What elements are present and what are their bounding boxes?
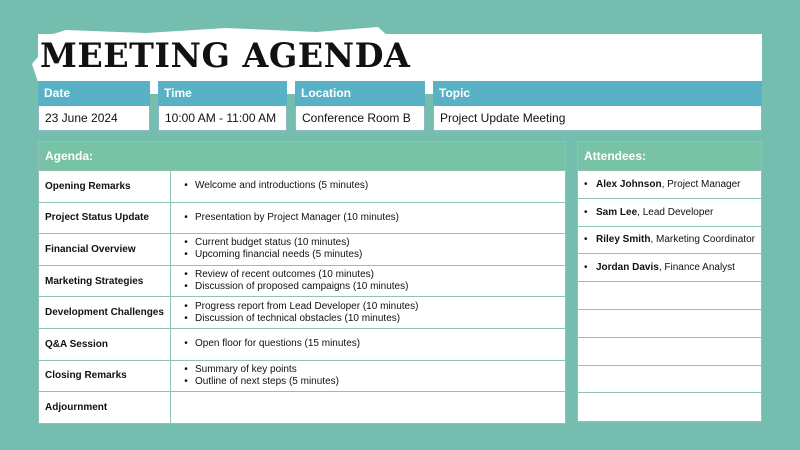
time-value: 10:00 AM - 11:00 AM [158,106,287,131]
agenda-item [177,212,565,224]
agenda-row [39,360,565,392]
bullet-icon: • [584,178,588,190]
agenda-row [39,202,565,234]
agenda-row-label: Closing Remarks [39,361,171,392]
attendee-role: , Finance Analyst [658,262,735,274]
location-cell [295,81,425,131]
agenda-row-items [171,297,565,328]
agenda-row [39,296,565,328]
agenda-row-label: Opening Remarks [39,171,171,202]
agenda-row-items [171,329,565,360]
agenda-row-items [171,266,565,297]
date-cell [38,81,150,131]
agenda-item-text: Upcoming financial needs (5 minutes) [195,249,363,261]
location-label: Location [295,81,425,106]
attendees-panel [577,141,762,422]
agenda-row-label: Financial Overview [39,234,171,265]
agenda-item-text: Current budget status (10 minutes) [195,237,350,249]
bullet-icon: • [584,206,588,218]
bullet-icon: • [184,375,188,387]
agenda-item [177,338,565,350]
bullet-icon: • [184,211,188,223]
bullet-icon: • [184,338,188,350]
attendee-empty-row [578,337,761,365]
attendee-name: Jordan Davis [596,262,659,274]
attendee-name: Riley Smith [596,234,651,246]
attendee-row [578,253,761,281]
agenda-item [177,313,565,325]
attendee-row [578,226,761,254]
time-label: Time [158,81,287,106]
bullet-icon: • [184,249,188,261]
attendee-row [578,170,761,198]
agenda-item-text: Discussion of technical obstacles (10 minutes) [195,312,401,324]
agenda-row-label: Q&A Session [39,329,171,360]
bullet-icon: • [184,237,188,249]
agenda-item-text: Welcome and introductions (5 minutes) [195,180,369,192]
agenda-row [39,233,565,265]
agenda-item-text: Summary of key points [195,363,297,375]
agenda-item [177,249,565,261]
bullet-icon: • [584,262,588,274]
topic-cell [433,81,762,131]
agenda-heading: Agenda: [39,142,565,170]
agenda-table [38,141,566,424]
attendee-empty-row [578,392,761,420]
date-value: 23 June 2024 [38,106,150,131]
attendees-heading: Attendees: [578,142,761,170]
agenda-row [39,265,565,297]
bullet-icon: • [184,312,188,324]
bullet-icon: • [584,234,588,246]
agenda-row [39,170,565,202]
attendee-rows [578,170,761,420]
agenda-row-items [171,203,565,234]
bullet-icon: • [184,363,188,375]
attendee-role: , Lead Developer [637,206,714,218]
agenda-row-label: Project Status Update [39,203,171,234]
bullet-icon: • [184,281,188,293]
date-label: Date [38,81,150,106]
topic-label: Topic [433,81,762,106]
attendee-name: Sam Lee [596,206,638,218]
agenda-item-text: Progress report from Lead Developer (10 minutes) [195,300,419,312]
attendee-empty-row [578,281,761,309]
time-cell [158,81,287,131]
location-value: Conference Room B [295,106,425,131]
agenda-item-text: Open floor for questions (15 minutes) [195,338,361,350]
agenda-row-label: Marketing Strategies [39,266,171,297]
page-title: MEETING AGENDA [40,36,411,76]
agenda-row-label: Development Challenges [39,297,171,328]
agenda-row [39,391,565,423]
agenda-row-items [171,392,565,423]
agenda-item [177,364,565,376]
attendee-role: , Marketing Coordinator [650,234,755,246]
agenda-item-text: Discussion of proposed campaigns (10 minutes) [195,281,409,293]
attendee-empty-row [578,365,761,393]
agenda-item [177,281,565,293]
bullet-icon: • [184,269,188,281]
agenda-rows [39,170,565,423]
agenda-item [177,376,565,388]
agenda-item-text: Outline of next steps (5 minutes) [195,375,339,387]
agenda-item [177,180,565,192]
topic-value: Project Update Meeting [433,106,762,131]
attendee-role: , Project Manager [661,178,741,190]
attendee-name: Alex Johnson [596,178,662,190]
agenda-item [177,237,565,249]
agenda-item-text: Presentation by Project Manager (10 minutes) [195,211,399,223]
attendee-empty-row [578,309,761,337]
bullet-icon: • [184,180,188,192]
agenda-row-items [171,234,565,265]
agenda-row-items [171,171,565,202]
agenda-item [177,301,565,313]
agenda-item [177,269,565,281]
agenda-row-items [171,361,565,392]
agenda-row [39,328,565,360]
agenda-item-text: Review of recent outcomes (10 minutes) [195,269,374,281]
attendee-row [578,198,761,226]
bullet-icon: • [184,300,188,312]
agenda-row-label: Adjournment [39,392,171,423]
